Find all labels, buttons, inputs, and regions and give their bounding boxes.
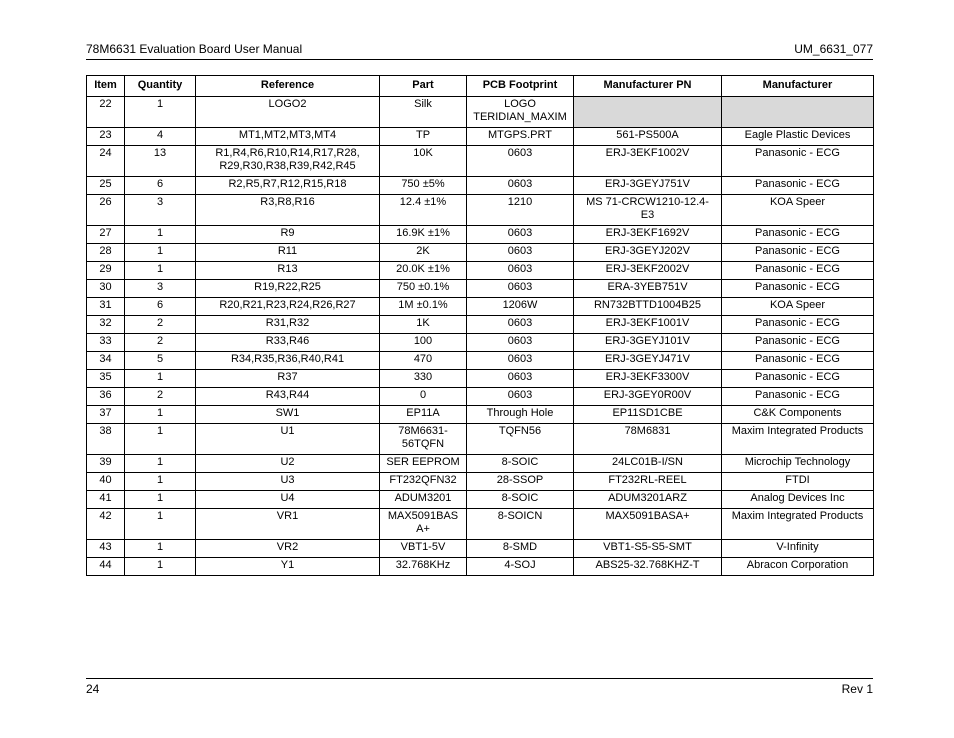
cell-item: 37 bbox=[87, 406, 125, 424]
cell-quantity: 1 bbox=[125, 473, 196, 491]
table-row bbox=[87, 334, 874, 352]
cell-reference: U4 bbox=[196, 491, 380, 509]
cell-part: FT232QFN32 bbox=[380, 473, 467, 491]
cell-manufacturer-pn: MS 71-CRCW1210-12.4- E3 bbox=[574, 195, 722, 226]
cell-quantity: 2 bbox=[125, 334, 196, 352]
cell-quantity: 2 bbox=[125, 316, 196, 334]
page-header bbox=[86, 42, 873, 58]
cell-quantity: 1 bbox=[125, 370, 196, 388]
column-header-reference: Reference bbox=[196, 76, 380, 97]
column-header-quantity: Quantity bbox=[125, 76, 196, 97]
cell-quantity: 1 bbox=[125, 244, 196, 262]
cell-manufacturer: Panasonic - ECG bbox=[722, 388, 874, 406]
cell-quantity: 1 bbox=[125, 226, 196, 244]
cell-manufacturer-pn: ERJ-3GEY0R00V bbox=[574, 388, 722, 406]
cell-part: 330 bbox=[380, 370, 467, 388]
cell-manufacturer-pn: ERA-3YEB751V bbox=[574, 280, 722, 298]
column-header-part: Part bbox=[380, 76, 467, 97]
cell-manufacturer-pn: RN732BTTD1004B25 bbox=[574, 298, 722, 316]
cell-quantity: 1 bbox=[125, 406, 196, 424]
cell-manufacturer: Analog Devices Inc bbox=[722, 491, 874, 509]
cell-manufacturer-pn: ADUM3201ARZ bbox=[574, 491, 722, 509]
cell-reference: R31,R32 bbox=[196, 316, 380, 334]
cell-manufacturer-pn: 24LC01B-I/SN bbox=[574, 455, 722, 473]
cell-item: 28 bbox=[87, 244, 125, 262]
cell-part: EP11A bbox=[380, 406, 467, 424]
cell-manufacturer-pn: 561-PS500A bbox=[574, 128, 722, 146]
cell-item: 44 bbox=[87, 558, 125, 576]
cell-part: ADUM3201 bbox=[380, 491, 467, 509]
cell-part: 16.9K ±1% bbox=[380, 226, 467, 244]
cell-reference: R1,R4,R6,R10,R14,R17,R28, R29,R30,R38,R39,R42,R45 bbox=[196, 146, 380, 177]
document-id: UM_6631_077 bbox=[794, 42, 873, 56]
table-row bbox=[87, 244, 874, 262]
cell-reference: U1 bbox=[196, 424, 380, 455]
cell-manufacturer: Panasonic - ECG bbox=[722, 244, 874, 262]
cell-pcb-footprint: LOGO TERIDIAN_MAXIM bbox=[467, 97, 574, 128]
table-row bbox=[87, 540, 874, 558]
cell-reference: R19,R22,R25 bbox=[196, 280, 380, 298]
cell-quantity: 1 bbox=[125, 491, 196, 509]
cell-manufacturer: Microchip Technology bbox=[722, 455, 874, 473]
table-row bbox=[87, 473, 874, 491]
cell-item: 31 bbox=[87, 298, 125, 316]
cell-pcb-footprint: 0603 bbox=[467, 316, 574, 334]
cell-quantity: 3 bbox=[125, 195, 196, 226]
cell-reference: R3,R8,R16 bbox=[196, 195, 380, 226]
footer-divider bbox=[86, 678, 873, 679]
page-footer bbox=[86, 682, 873, 698]
cell-part: 78M6631- 56TQFN bbox=[380, 424, 467, 455]
cell-part: 1M ±0.1% bbox=[380, 298, 467, 316]
cell-quantity: 1 bbox=[125, 424, 196, 455]
table-row bbox=[87, 406, 874, 424]
cell-part: 1K bbox=[380, 316, 467, 334]
cell-part: 0 bbox=[380, 388, 467, 406]
cell-item: 34 bbox=[87, 352, 125, 370]
cell-manufacturer: Panasonic - ECG bbox=[722, 352, 874, 370]
table-row bbox=[87, 352, 874, 370]
cell-manufacturer-pn: 78M6831 bbox=[574, 424, 722, 455]
cell-item: 23 bbox=[87, 128, 125, 146]
cell-manufacturer-pn: ERJ-3EKF2002V bbox=[574, 262, 722, 280]
header-divider bbox=[86, 59, 873, 60]
cell-manufacturer-pn: EP11SD1CBE bbox=[574, 406, 722, 424]
table-row bbox=[87, 491, 874, 509]
column-header-item: Item bbox=[87, 76, 125, 97]
cell-reference: U3 bbox=[196, 473, 380, 491]
cell-manufacturer: Panasonic - ECG bbox=[722, 177, 874, 195]
column-header-manufacturer: Manufacturer bbox=[722, 76, 874, 97]
cell-pcb-footprint: 0603 bbox=[467, 370, 574, 388]
cell-pcb-footprint: 0603 bbox=[467, 177, 574, 195]
cell-item: 41 bbox=[87, 491, 125, 509]
cell-reference: VR2 bbox=[196, 540, 380, 558]
cell-reference: U2 bbox=[196, 455, 380, 473]
cell-pcb-footprint: 0603 bbox=[467, 244, 574, 262]
cell-item: 43 bbox=[87, 540, 125, 558]
cell-manufacturer: Panasonic - ECG bbox=[722, 262, 874, 280]
table-row bbox=[87, 424, 874, 455]
cell-item: 25 bbox=[87, 177, 125, 195]
cell-item: 35 bbox=[87, 370, 125, 388]
cell-manufacturer: V-Infinity bbox=[722, 540, 874, 558]
cell-pcb-footprint: Through Hole bbox=[467, 406, 574, 424]
cell-part: Silk bbox=[380, 97, 467, 128]
table-row bbox=[87, 280, 874, 298]
cell-reference: VR1 bbox=[196, 509, 380, 540]
cell-manufacturer: Panasonic - ECG bbox=[722, 334, 874, 352]
cell-item: 40 bbox=[87, 473, 125, 491]
cell-reference: R9 bbox=[196, 226, 380, 244]
table-row bbox=[87, 226, 874, 244]
cell-reference: R33,R46 bbox=[196, 334, 380, 352]
cell-pcb-footprint: MTGPS.PRT bbox=[467, 128, 574, 146]
cell-quantity: 1 bbox=[125, 509, 196, 540]
cell-manufacturer-pn: FT232RL-REEL bbox=[574, 473, 722, 491]
cell-manufacturer: Maxim Integrated Products bbox=[722, 424, 874, 455]
cell-manufacturer: Panasonic - ECG bbox=[722, 316, 874, 334]
cell-item: 30 bbox=[87, 280, 125, 298]
cell-manufacturer: Panasonic - ECG bbox=[722, 146, 874, 177]
cell-part: 12.4 ±1% bbox=[380, 195, 467, 226]
cell-manufacturer-pn: ERJ-3GEYJ202V bbox=[574, 244, 722, 262]
cell-pcb-footprint: 1210 bbox=[467, 195, 574, 226]
cell-manufacturer: Panasonic - ECG bbox=[722, 280, 874, 298]
cell-quantity: 1 bbox=[125, 540, 196, 558]
cell-part: 32.768KHz bbox=[380, 558, 467, 576]
cell-manufacturer-pn: ERJ-3EKF1001V bbox=[574, 316, 722, 334]
cell-manufacturer bbox=[722, 97, 874, 128]
cell-manufacturer: Maxim Integrated Products bbox=[722, 509, 874, 540]
cell-pcb-footprint: 8-SOICN bbox=[467, 509, 574, 540]
cell-quantity: 4 bbox=[125, 128, 196, 146]
cell-pcb-footprint: 28-SSOP bbox=[467, 473, 574, 491]
cell-manufacturer-pn: MAX5091BASA+ bbox=[574, 509, 722, 540]
bill-of-materials-table bbox=[86, 75, 874, 576]
cell-quantity: 3 bbox=[125, 280, 196, 298]
cell-quantity: 1 bbox=[125, 455, 196, 473]
column-header-manufacturer-pn: Manufacturer PN bbox=[574, 76, 722, 97]
revision-label: Rev 1 bbox=[841, 682, 873, 696]
cell-reference: R34,R35,R36,R40,R41 bbox=[196, 352, 380, 370]
cell-part: 750 ±5% bbox=[380, 177, 467, 195]
cell-manufacturer-pn: ABS25-32.768KHZ-T bbox=[574, 558, 722, 576]
cell-item: 27 bbox=[87, 226, 125, 244]
cell-reference: R20,R21,R23,R24,R26,R27 bbox=[196, 298, 380, 316]
column-header-pcb-footprint: PCB Footprint bbox=[467, 76, 574, 97]
cell-reference: SW1 bbox=[196, 406, 380, 424]
table-row bbox=[87, 146, 874, 177]
cell-reference: R13 bbox=[196, 262, 380, 280]
cell-manufacturer: C&K Components bbox=[722, 406, 874, 424]
cell-part: 2K bbox=[380, 244, 467, 262]
cell-pcb-footprint: 1206W bbox=[467, 298, 574, 316]
cell-part: SER EEPROM bbox=[380, 455, 467, 473]
cell-pcb-footprint: 0603 bbox=[467, 262, 574, 280]
cell-part: 10K bbox=[380, 146, 467, 177]
table-row bbox=[87, 195, 874, 226]
table-row bbox=[87, 388, 874, 406]
cell-manufacturer-pn: VBT1-S5-S5-SMT bbox=[574, 540, 722, 558]
cell-reference: R2,R5,R7,R12,R15,R18 bbox=[196, 177, 380, 195]
page-number: 24 bbox=[86, 682, 100, 696]
cell-manufacturer: Abracon Corporation bbox=[722, 558, 874, 576]
cell-pcb-footprint: 8-SOIC bbox=[467, 491, 574, 509]
table-body bbox=[87, 97, 874, 576]
cell-pcb-footprint: 8-SMD bbox=[467, 540, 574, 558]
cell-quantity: 6 bbox=[125, 298, 196, 316]
table-row bbox=[87, 97, 874, 128]
cell-item: 24 bbox=[87, 146, 125, 177]
table-row bbox=[87, 558, 874, 576]
cell-reference: R43,R44 bbox=[196, 388, 380, 406]
document-title: 78M6631 Evaluation Board User Manual bbox=[86, 42, 303, 56]
cell-manufacturer-pn: ERJ-3EKF1692V bbox=[574, 226, 722, 244]
table-row bbox=[87, 370, 874, 388]
cell-part: VBT1-5V bbox=[380, 540, 467, 558]
cell-pcb-footprint: TQFN56 bbox=[467, 424, 574, 455]
cell-manufacturer-pn: ERJ-3GEYJ101V bbox=[574, 334, 722, 352]
cell-reference: MT1,MT2,MT3,MT4 bbox=[196, 128, 380, 146]
cell-manufacturer: KOA Speer bbox=[722, 298, 874, 316]
cell-quantity: 6 bbox=[125, 177, 196, 195]
cell-part: 100 bbox=[380, 334, 467, 352]
table-row bbox=[87, 262, 874, 280]
table-header-row bbox=[87, 76, 874, 97]
cell-manufacturer-pn: ERJ-3GEYJ471V bbox=[574, 352, 722, 370]
cell-pcb-footprint: 0603 bbox=[467, 334, 574, 352]
cell-manufacturer: KOA Speer bbox=[722, 195, 874, 226]
cell-quantity: 1 bbox=[125, 558, 196, 576]
cell-part: TP bbox=[380, 128, 467, 146]
cell-part: MAX5091BAS A+ bbox=[380, 509, 467, 540]
cell-manufacturer: Panasonic - ECG bbox=[722, 370, 874, 388]
cell-pcb-footprint: 0603 bbox=[467, 388, 574, 406]
cell-manufacturer: FTDI bbox=[722, 473, 874, 491]
cell-pcb-footprint: 4-SOJ bbox=[467, 558, 574, 576]
cell-item: 29 bbox=[87, 262, 125, 280]
cell-item: 36 bbox=[87, 388, 125, 406]
cell-part: 20.0K ±1% bbox=[380, 262, 467, 280]
cell-reference: LOGO2 bbox=[196, 97, 380, 128]
cell-item: 22 bbox=[87, 97, 125, 128]
table-row bbox=[87, 128, 874, 146]
cell-pcb-footprint: 0603 bbox=[467, 352, 574, 370]
cell-quantity: 2 bbox=[125, 388, 196, 406]
cell-quantity: 5 bbox=[125, 352, 196, 370]
cell-item: 33 bbox=[87, 334, 125, 352]
cell-part: 750 ±0.1% bbox=[380, 280, 467, 298]
table-row bbox=[87, 509, 874, 540]
cell-quantity: 1 bbox=[125, 97, 196, 128]
cell-part: 470 bbox=[380, 352, 467, 370]
table-row bbox=[87, 298, 874, 316]
table-row bbox=[87, 316, 874, 334]
cell-pcb-footprint: 0603 bbox=[467, 226, 574, 244]
cell-item: 42 bbox=[87, 509, 125, 540]
cell-quantity: 1 bbox=[125, 262, 196, 280]
cell-manufacturer-pn: ERJ-3GEYJ751V bbox=[574, 177, 722, 195]
cell-manufacturer: Eagle Plastic Devices bbox=[722, 128, 874, 146]
cell-pcb-footprint: 0603 bbox=[467, 280, 574, 298]
cell-pcb-footprint: 0603 bbox=[467, 146, 574, 177]
cell-item: 26 bbox=[87, 195, 125, 226]
table-row bbox=[87, 455, 874, 473]
cell-item: 38 bbox=[87, 424, 125, 455]
cell-manufacturer: Panasonic - ECG bbox=[722, 226, 874, 244]
cell-item: 32 bbox=[87, 316, 125, 334]
cell-manufacturer-pn bbox=[574, 97, 722, 128]
cell-item: 39 bbox=[87, 455, 125, 473]
cell-reference: R11 bbox=[196, 244, 380, 262]
cell-manufacturer-pn: ERJ-3EKF3300V bbox=[574, 370, 722, 388]
cell-quantity: 13 bbox=[125, 146, 196, 177]
cell-reference: Y1 bbox=[196, 558, 380, 576]
cell-manufacturer-pn: ERJ-3EKF1002V bbox=[574, 146, 722, 177]
table-row bbox=[87, 177, 874, 195]
cell-pcb-footprint: 8-SOIC bbox=[467, 455, 574, 473]
cell-reference: R37 bbox=[196, 370, 380, 388]
